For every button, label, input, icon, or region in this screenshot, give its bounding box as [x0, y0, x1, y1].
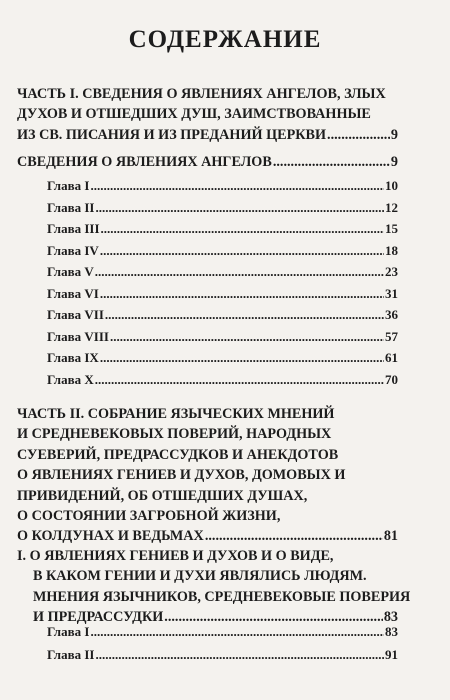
- dot-leader: [327, 125, 390, 145]
- toc-line: ДУХОВ И ОТШЕДШИХ ДУШ, ЗАИМСТВОВАННЫЕ: [17, 106, 371, 123]
- toc-line: ИЗ СВ. ПИСАНИЯ И ИЗ ПРЕДАНИЙ ЦЕРКВИ: [17, 126, 327, 143]
- dot-leader: [273, 152, 390, 172]
- toc-line: ЧАСТЬ II. СОБРАНИЕ ЯЗЫЧЕСКИХ МНЕНИЙ: [17, 406, 335, 422]
- toc-line: О СОСТОЯНИИ ЗАГРОБНОЙ ЖИЗНИ,: [17, 508, 281, 525]
- page-number: 31: [385, 285, 398, 301]
- dot-leader: [205, 526, 383, 546]
- dot-leader: [96, 198, 385, 218]
- chapter-label: Глава II: [47, 647, 95, 662]
- chapter-label: Глава IV: [47, 242, 99, 258]
- chapter-label: Глава III: [47, 221, 100, 236]
- dot-leader: [101, 219, 384, 239]
- chapter-label: Глава II: [47, 199, 95, 215]
- toc-row: [47, 176, 398, 196]
- page-number: 9: [390, 126, 398, 143]
- toc-chapter: [47, 622, 398, 642]
- toc-chapter: [47, 305, 398, 325]
- chapter-label: Глава I: [47, 624, 90, 639]
- toc-row: [47, 348, 398, 368]
- toc-line: И ПРЕДРАССУДКИ: [33, 609, 164, 626]
- toc-line: СВЕДЕНИЯ О ЯВЛЕНИЯХ АНГЕЛОВ: [17, 154, 272, 170]
- toc-line: МНЕНИЯ ЯЗЫЧНИКОВ, СРЕДНЕВЕКОВЫЕ ПОВЕРИЯ: [33, 588, 411, 605]
- chapter-label: Глава VII: [47, 307, 104, 322]
- dot-leader: [95, 370, 384, 390]
- page-number: 15: [385, 221, 398, 236]
- toc-part-2: [17, 404, 398, 547]
- toc-row: [47, 219, 398, 239]
- page-number: 10: [385, 178, 398, 193]
- toc-chapter: [47, 284, 398, 304]
- chapter-label: Глава X: [47, 371, 94, 387]
- toc-row: [47, 284, 398, 304]
- page-number: 81: [383, 528, 398, 545]
- dot-leader: [96, 645, 385, 665]
- dot-leader: [110, 327, 384, 347]
- page-number: 70: [385, 371, 398, 387]
- dot-leader: [95, 262, 384, 282]
- page-title: СОДЕРЖАНИЕ: [128, 26, 322, 53]
- toc-row: [47, 198, 398, 218]
- dot-leader: [100, 241, 384, 261]
- toc-line: ПРИВИДЕНИЙ, ОБ ОТШЕДШИХ ДУШАХ,: [17, 487, 308, 504]
- toc-line: ЧАСТЬ I. СВЕДЕНИЯ О ЯВЛЕНИЯХ АНГЕЛОВ, ЗЛЫХ: [17, 86, 386, 102]
- dot-leader: [90, 176, 384, 196]
- dot-leader: [90, 622, 384, 642]
- toc-row: [47, 645, 398, 665]
- toc-row: [47, 622, 398, 642]
- toc-row: [47, 305, 398, 325]
- dot-leader: [100, 284, 384, 304]
- toc-section-2: [17, 546, 411, 628]
- toc-line: В КАКОМ ГЕНИИ И ДУХИ ЯВЛЯЛИСЬ ЛЮДЯМ.: [33, 568, 367, 585]
- toc-chapter: [47, 262, 398, 282]
- toc-line: О ЯВЛЕНИЯХ ГЕНИЕВ И ДУХОВ, ДОМОВЫХ И: [17, 467, 346, 484]
- toc-chapter: [47, 370, 398, 390]
- page-number: 23: [385, 264, 398, 279]
- page-number: 9: [390, 154, 398, 170]
- toc-row: [47, 370, 398, 390]
- toc-chapter: [47, 327, 398, 347]
- chapter-label: Глава I: [47, 178, 90, 193]
- toc-row: [47, 262, 398, 282]
- page-number: 83: [385, 624, 398, 639]
- toc-part-1: [17, 84, 398, 145]
- toc-chapter: [47, 241, 398, 261]
- toc-row: [17, 526, 398, 546]
- dot-leader: [105, 305, 384, 325]
- toc-row: [17, 125, 398, 145]
- toc-chapter: [47, 645, 398, 665]
- toc-line: О КОЛДУНАХ И ВЕДЬМАХ: [17, 528, 204, 545]
- toc-chapter: [47, 198, 398, 218]
- toc-row: [47, 241, 398, 261]
- toc-row: [47, 327, 398, 347]
- page-number: 91: [385, 647, 398, 662]
- toc-chapter: [47, 348, 398, 368]
- page-number: 12: [385, 199, 398, 215]
- page-number: 36: [385, 307, 398, 322]
- toc-section-1: [17, 152, 398, 172]
- page-number: 61: [385, 350, 398, 365]
- chapter-label: Глава VIII: [47, 328, 109, 344]
- toc-chapter: [47, 219, 398, 239]
- toc-line: СУЕВЕРИЙ, ПРЕДРАССУДКОВ И АНЕКДОТОВ: [17, 446, 339, 463]
- page-number: 57: [385, 328, 398, 344]
- page-number: 83: [383, 609, 398, 626]
- toc-line: И СРЕДНЕВЕКОВЫХ ПОВЕРИЙ, НАРОДНЫХ: [17, 426, 332, 443]
- chapter-label: Глава V: [47, 264, 94, 279]
- chapter-label: Глава IX: [47, 350, 99, 365]
- toc-row: [17, 152, 398, 172]
- toc-line: I. О ЯВЛЕНИЯХ ГЕНИЕВ И ДУХОВ И О ВИДЕ,: [17, 548, 334, 564]
- toc-chapter: [47, 176, 398, 196]
- chapter-label: Глава VI: [47, 285, 99, 301]
- page-number: 18: [385, 242, 398, 258]
- dot-leader: [100, 348, 384, 368]
